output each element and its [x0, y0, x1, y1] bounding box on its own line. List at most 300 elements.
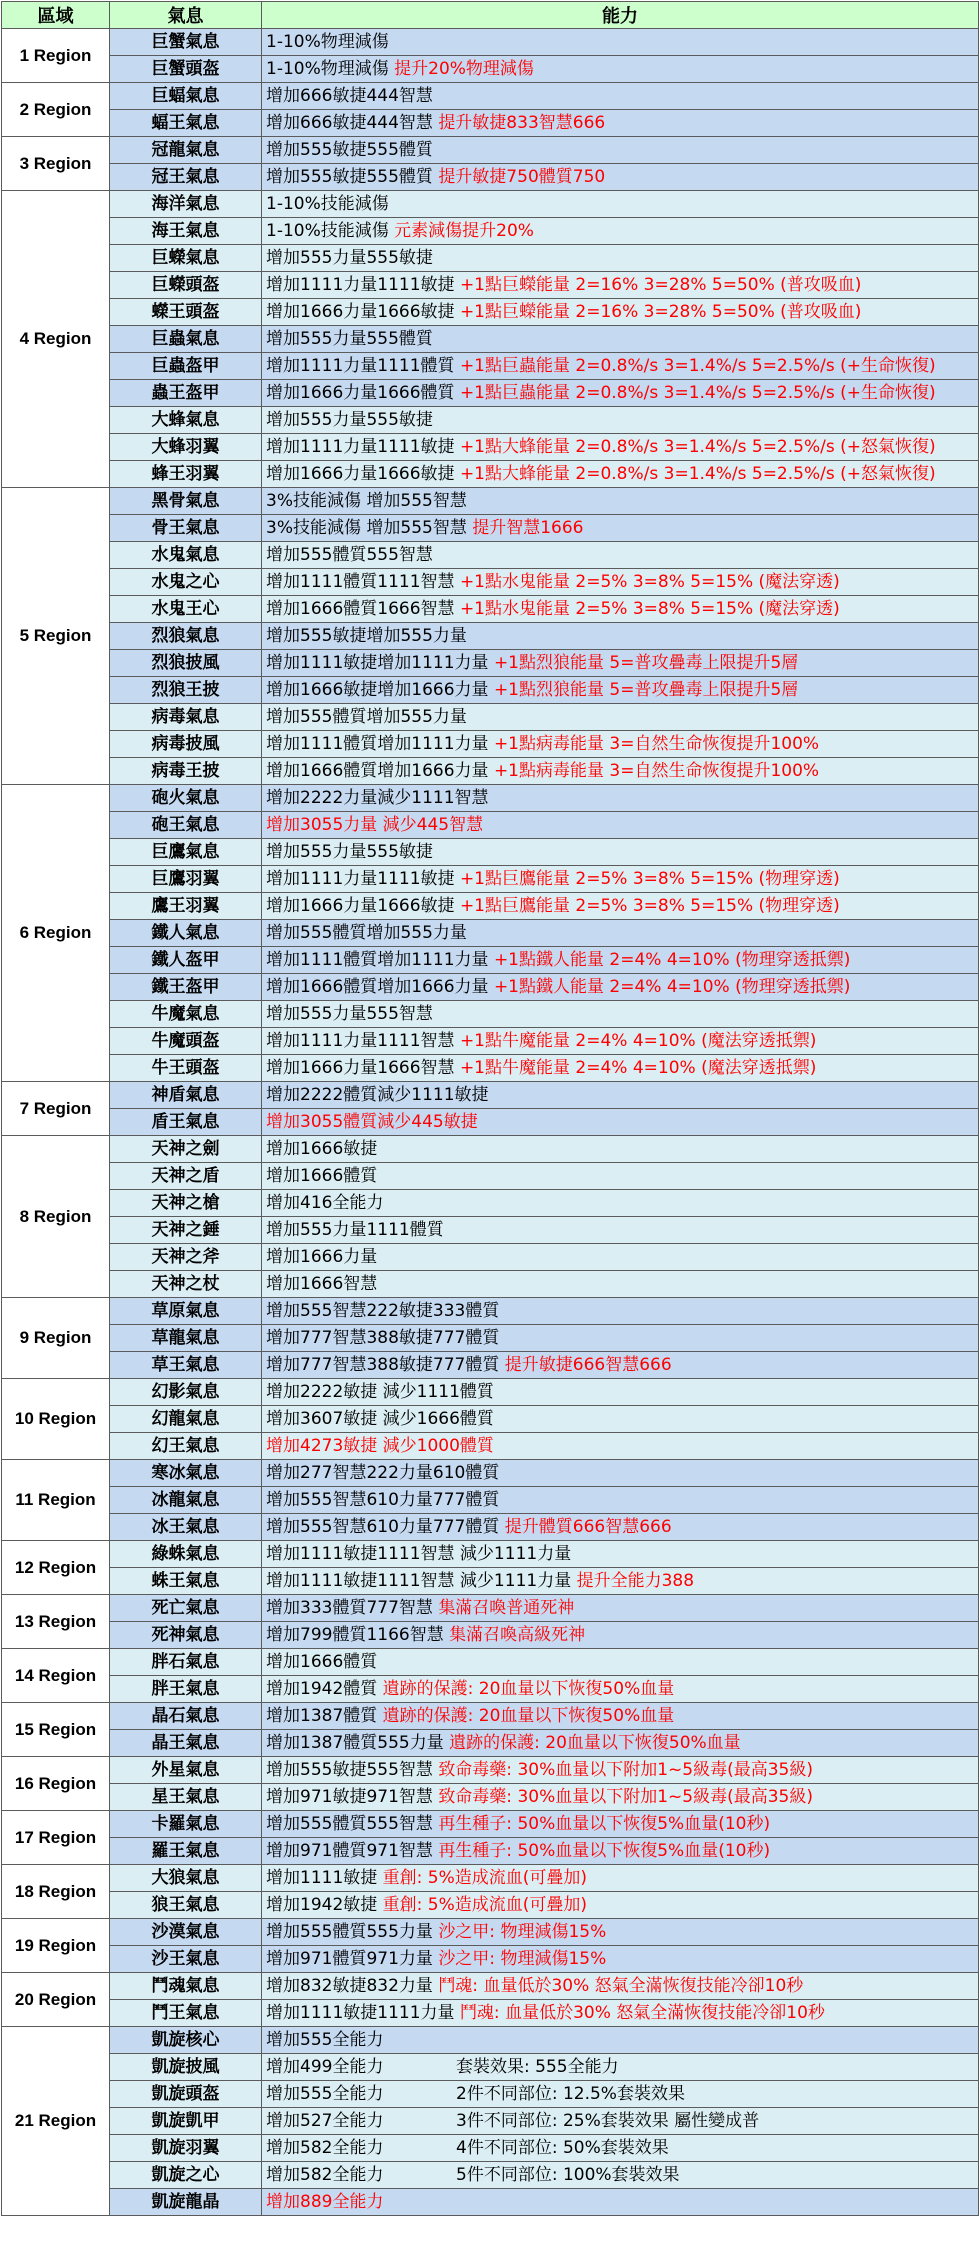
breath-name-cell: 黑骨氣息 [110, 488, 262, 515]
ability-text: 增加1666體質 [266, 1166, 378, 1186]
ability-cell [262, 110, 979, 137]
breath-name-cell: 天神之槍 [110, 1190, 262, 1217]
breath-name-cell: 鐵人盔甲 [110, 947, 262, 974]
ability-bonus-text: +1點水鬼能量 2=5% 3=8% 5=15% (魔法穿透) [459, 599, 840, 619]
breath-name-cell: 天神之盾 [110, 1163, 262, 1190]
breath-name-cell: 天神之錘 [110, 1217, 262, 1244]
ability-cell [262, 1703, 979, 1730]
ability-text: 3%技能減傷 增加555智慧 [266, 491, 467, 511]
ability-cell [262, 731, 979, 758]
ability-text: 增加832敏捷832力量 [266, 1976, 439, 1996]
ability-bonus-text: 提升敏捷833智慧666 [438, 113, 606, 133]
ability-text: 增加971體質971力量 [266, 1949, 439, 1969]
table-row [2, 1595, 979, 1622]
ability-cell [262, 1892, 979, 1919]
ability-bonus-text: 再生種子: 50%血量以下恢復5%血量(10秒) [438, 1841, 771, 1861]
ability-cell [262, 272, 979, 299]
ability-bonus-text: +1點烈狼能量 5=普攻疊毒上限提升5層 [493, 653, 799, 673]
table-row [2, 1136, 979, 1163]
breath-name-cell: 卡羅氣息 [110, 1811, 262, 1838]
ability-text: 增加555體質555智慧 [266, 545, 433, 565]
table-row [2, 191, 979, 218]
table-row [2, 569, 979, 596]
ability-cell [262, 56, 979, 83]
ability-cell [262, 1352, 979, 1379]
ability-text: 增加1111力量1111智慧 [266, 1031, 460, 1051]
breath-name-cell: 蟲王盔甲 [110, 380, 262, 407]
table-row [2, 1244, 979, 1271]
header-row [2, 2, 979, 29]
ability-text: 增加555力量555智慧 [266, 1004, 433, 1024]
ability-bonus-text: 致命毒藥: 30%血量以下附加1~5級毒(最高35級) [438, 1787, 814, 1807]
breath-name-cell: 凱旋之心 [110, 2162, 262, 2189]
ability-text: 增加1666力量1666敏捷 [266, 896, 460, 916]
breath-name-cell: 砲王氣息 [110, 812, 262, 839]
ability-cell [262, 785, 979, 812]
ability-bonus-text: 遺跡的保護: 20血量以下恢復50%血量 [382, 1706, 675, 1726]
ability-cell [262, 1919, 979, 1946]
ability-text: 增加777智慧388敏捷777體質 [266, 1355, 505, 1375]
breath-name-cell: 胖王氣息 [110, 1676, 262, 1703]
breath-name-cell: 死神氣息 [110, 1622, 262, 1649]
table-row [2, 1379, 979, 1406]
ability-cell [262, 1325, 979, 1352]
table-row [2, 731, 979, 758]
region-cell: 1 Region [2, 29, 110, 83]
ability-cell [262, 1109, 979, 1136]
ability-cell [262, 1460, 979, 1487]
region-cell: 12 Region [2, 1541, 110, 1595]
breath-name-cell: 大狼氣息 [110, 1865, 262, 1892]
region-cell: 14 Region [2, 1649, 110, 1703]
ability-cell [262, 2000, 979, 2027]
table-row [2, 596, 979, 623]
table-row [2, 623, 979, 650]
breath-name-cell: 草原氣息 [110, 1298, 262, 1325]
ability-text: 增加1666力量1666敏捷 [266, 464, 460, 484]
table-row [2, 650, 979, 677]
ability-cell [262, 1244, 979, 1271]
ability-cell [262, 866, 979, 893]
breath-name-cell: 巨蠑頭盔 [110, 272, 262, 299]
table-row [2, 677, 979, 704]
ability-text: 增加555智慧610力量777體質 [266, 1490, 500, 1510]
table-row [2, 2027, 979, 2054]
ability-text: 增加1111敏捷1111智慧 減少1111力量 [266, 1544, 572, 1564]
ability-bonus-text: +1點大蜂能量 2=0.8%/s 3=1.4%/s 5=2.5%/s (+怒氣恢復) [459, 464, 936, 484]
table-row [2, 1676, 979, 1703]
ability-bonus-text: 鬥魂: 血量低於30% 怒氣全滿恢復技能冷卻10秒 [438, 1976, 804, 1996]
breath-name-cell: 凱旋凱甲 [110, 2108, 262, 2135]
ability-bonus-text: 提升智慧1666 [472, 518, 584, 538]
ability-bonus-text: 增加4273敏捷 減少1000體質 [266, 1436, 494, 1456]
set-effect-text: 5件不同部位: 100%套裝效果 [456, 2165, 680, 2185]
ability-cell [262, 1487, 979, 1514]
ability-bonus-text: +1點巨蟲能量 2=0.8%/s 3=1.4%/s 5=2.5%/s (+生命恢復) [459, 383, 936, 403]
breath-name-cell: 晶石氣息 [110, 1703, 262, 1730]
ability-text: 增加1111體質增加1111力量 [266, 734, 494, 754]
ability-text: 增加777智慧388敏捷777體質 [266, 1328, 500, 1348]
ability-cell [262, 353, 979, 380]
breath-name-cell: 幻王氣息 [110, 1433, 262, 1460]
ability-bonus-text: 遺跡的保護: 20血量以下恢復50%血量 [449, 1733, 741, 1753]
breath-name-cell: 凱旋龍晶 [110, 2189, 262, 2216]
breath-name-cell: 鬥魂氣息 [110, 1973, 262, 2000]
ability-cell [262, 434, 979, 461]
ability-cell [262, 839, 979, 866]
ability-text: 增加555體質增加555力量 [266, 707, 467, 727]
ability-text: 增加555敏捷555智慧 [266, 1760, 439, 1780]
breath-name-cell: 巨蟲氣息 [110, 326, 262, 353]
ability-cell [262, 650, 979, 677]
ability-cell [262, 1433, 979, 1460]
ability-text: 增加555力量555體質 [266, 329, 433, 349]
table-row [2, 1352, 979, 1379]
breath-name-cell: 病毒王披 [110, 758, 262, 785]
table-row [2, 1568, 979, 1595]
ability-bonus-text: +1點病毒能量 3=自然生命恢復提升100% [493, 734, 820, 754]
table-row [2, 380, 979, 407]
ability-cell [262, 29, 979, 56]
breath-name-cell: 盾王氣息 [110, 1109, 262, 1136]
ability-text: 增加1387體質555力量 [266, 1733, 450, 1753]
table-row [2, 1433, 979, 1460]
ability-cell [262, 1514, 979, 1541]
table-row [2, 1217, 979, 1244]
breath-name-cell: 冠王氣息 [110, 164, 262, 191]
region-cell: 16 Region [2, 1757, 110, 1811]
ability-cell [262, 218, 979, 245]
ability-cell [262, 1136, 979, 1163]
region-cell: 13 Region [2, 1595, 110, 1649]
ability-text: 增加1111敏捷1111智慧 減少1111力量 [266, 1571, 577, 1591]
table-row [2, 758, 979, 785]
table-row [2, 974, 979, 1001]
breath-name-cell: 神盾氣息 [110, 1082, 262, 1109]
ability-cell [262, 461, 979, 488]
ability-bonus-text: 致命毒藥: 30%血量以下附加1~5級毒(最高35級) [438, 1760, 814, 1780]
table-row [2, 218, 979, 245]
table-row [2, 245, 979, 272]
ability-cell [262, 2162, 979, 2189]
ability-cell [262, 2081, 979, 2108]
breath-name-cell: 蝠王氣息 [110, 110, 262, 137]
breath-name-cell: 鐵人氣息 [110, 920, 262, 947]
table-row [2, 1622, 979, 1649]
ability-cell [262, 1568, 979, 1595]
header-ability: 能力 [262, 2, 979, 29]
table-row [2, 1649, 979, 1676]
ability-cell [262, 893, 979, 920]
ability-text: 增加333體質777智慧 [266, 1598, 439, 1618]
table-row [2, 2189, 979, 2216]
table-body [2, 29, 979, 2216]
breath-name-cell: 大蜂羽翼 [110, 434, 262, 461]
table-row [2, 1541, 979, 1568]
table-row [2, 2162, 979, 2189]
ability-cell [262, 623, 979, 650]
ability-cell [262, 1217, 979, 1244]
table-row [2, 1109, 979, 1136]
ability-cell [262, 380, 979, 407]
ability-text: 增加582全能力 [266, 2165, 384, 2185]
ability-bonus-text: 提升體質666智慧666 [504, 1517, 672, 1537]
ability-text: 增加1666力量 [266, 1247, 378, 1267]
ability-text: 增加666敏捷444智慧 [266, 86, 433, 106]
ability-bonus-text: 提升敏捷750體質750 [438, 167, 606, 187]
ability-bonus-text: 增加889全能力 [266, 2192, 384, 2212]
ability-bonus-text: +1點巨鷹能量 2=5% 3=8% 5=15% (物理穿透) [459, 869, 840, 889]
breath-name-cell: 胖石氣息 [110, 1649, 262, 1676]
ability-cell [262, 164, 979, 191]
set-effect-text: 4件不同部位: 50%套裝效果 [456, 2138, 669, 2158]
breath-name-cell: 外星氣息 [110, 1757, 262, 1784]
ability-cell [262, 407, 979, 434]
table-row [2, 353, 979, 380]
ability-text: 增加1111敏捷1111力量 [266, 2003, 460, 2023]
table-row [2, 1271, 979, 1298]
breath-name-cell: 巨蝠氣息 [110, 83, 262, 110]
table-row [2, 704, 979, 731]
breath-name-cell: 海洋氣息 [110, 191, 262, 218]
ability-bonus-text: +1點病毒能量 3=自然生命恢復提升100% [493, 761, 820, 781]
ability-bonus-text: 集滿召喚普通死神 [438, 1598, 575, 1618]
breath-name-cell: 綠蛛氣息 [110, 1541, 262, 1568]
table-row [2, 1460, 979, 1487]
breath-name-cell: 巨鷹氣息 [110, 839, 262, 866]
ability-bonus-text: 提升20%物理減傷 [394, 59, 534, 79]
ability-cell [262, 1649, 979, 1676]
table-row [2, 542, 979, 569]
region-cell: 6 Region [2, 785, 110, 1082]
ability-text: 增加1111力量1111體質 [266, 356, 460, 376]
table-row [2, 110, 979, 137]
breath-name-cell: 沙漠氣息 [110, 1919, 262, 1946]
ability-bonus-text: 沙之甲: 物理減傷15% [438, 1949, 607, 1969]
table-row [2, 1082, 979, 1109]
ability-text: 增加1666體質 [266, 1652, 378, 1672]
table-row [2, 83, 979, 110]
ability-text: 增加1666敏捷增加1666力量 [266, 680, 494, 700]
ability-bonus-text: 遺跡的保護: 20血量以下恢復50%血量 [382, 1679, 675, 1699]
table-row [2, 461, 979, 488]
ability-cell [262, 1406, 979, 1433]
breath-name-cell: 星王氣息 [110, 1784, 262, 1811]
table-row [2, 1163, 979, 1190]
table-row [2, 326, 979, 353]
ability-text: 增加1111力量1111敏捷 [266, 437, 460, 457]
breath-name-cell: 冰王氣息 [110, 1514, 262, 1541]
ability-text: 增加1666體質增加1666力量 [266, 977, 494, 997]
region-cell: 4 Region [2, 191, 110, 488]
breath-name-cell: 巨蟹頭盔 [110, 56, 262, 83]
breath-name-cell: 水鬼氣息 [110, 542, 262, 569]
region-cell: 17 Region [2, 1811, 110, 1865]
ability-text: 增加1111敏捷增加1111力量 [266, 653, 494, 673]
ability-cell [262, 920, 979, 947]
ability-cell [262, 1082, 979, 1109]
ability-text: 增加555全能力 [266, 2084, 384, 2104]
ability-text: 增加499全能力 [266, 2057, 384, 2077]
breath-name-cell: 烈狼氣息 [110, 623, 262, 650]
region-cell: 8 Region [2, 1136, 110, 1298]
ability-text: 增加416全能力 [266, 1193, 384, 1213]
header-breath: 氣息 [110, 2, 262, 29]
table-row [2, 137, 979, 164]
ability-cell [262, 542, 979, 569]
table-row [2, 272, 979, 299]
ability-cell [262, 758, 979, 785]
ability-cell [262, 1163, 979, 1190]
ability-text: 增加527全能力 [266, 2111, 384, 2131]
ability-bonus-text: 集滿召喚高級死神 [449, 1625, 586, 1645]
breath-name-cell: 冠龍氣息 [110, 137, 262, 164]
region-cell: 7 Region [2, 1082, 110, 1136]
ability-bonus-text: +1點巨蠑能量 2=16% 3=28% 5=50% (普攻吸血) [459, 275, 862, 295]
breath-name-cell: 鬥王氣息 [110, 2000, 262, 2027]
ability-cell [262, 1298, 979, 1325]
table-row [2, 2135, 979, 2162]
ability-text: 1-10%物理減傷 [266, 32, 389, 52]
header-region: 區域 [2, 2, 110, 29]
table-row [2, 2054, 979, 2081]
ability-text: 增加555力量1111體質 [266, 1220, 444, 1240]
breath-name-cell: 冰龍氣息 [110, 1487, 262, 1514]
breath-name-cell: 幻影氣息 [110, 1379, 262, 1406]
ability-text: 增加555力量555敏捷 [266, 842, 433, 862]
table-row [2, 1298, 979, 1325]
region-cell: 15 Region [2, 1703, 110, 1757]
ability-text: 增加1666力量1666體質 [266, 383, 460, 403]
ability-cell [262, 1865, 979, 1892]
breath-name-cell: 巨蠑氣息 [110, 245, 262, 272]
table-row [2, 1406, 979, 1433]
breath-name-cell: 病毒披風 [110, 731, 262, 758]
ability-cell [262, 2027, 979, 2054]
ability-cell [262, 1811, 979, 1838]
breath-name-cell: 牛魔氣息 [110, 1001, 262, 1028]
ability-text: 增加799體質1166智慧 [266, 1625, 450, 1645]
ability-text: 增加555力量555敏捷 [266, 248, 433, 268]
breath-name-cell: 大蜂氣息 [110, 407, 262, 434]
ability-text: 增加555敏捷555體質 [266, 167, 439, 187]
ability-text: 增加1111體質增加1111力量 [266, 950, 494, 970]
ability-cell [262, 1190, 979, 1217]
ability-text: 增加666敏捷444智慧 [266, 113, 439, 133]
table-row [2, 947, 979, 974]
table-row [2, 1919, 979, 1946]
ability-text: 增加2222敏捷 減少1111體質 [266, 1382, 494, 1402]
ability-bonus-text: 元素減傷提升20% [394, 221, 534, 241]
ability-bonus-text: +1點牛魔能量 2=4% 4=10% (魔法穿透抵禦) [459, 1031, 817, 1051]
region-cell: 11 Region [2, 1460, 110, 1541]
table-row [2, 866, 979, 893]
ability-bonus-text: +1點水鬼能量 2=5% 3=8% 5=15% (魔法穿透) [459, 572, 840, 592]
ability-cell [262, 596, 979, 623]
ability-cell [262, 515, 979, 542]
table-row [2, 812, 979, 839]
ability-cell [262, 1784, 979, 1811]
ability-cell [262, 947, 979, 974]
breath-name-cell: 巨蟲盔甲 [110, 353, 262, 380]
breath-name-cell: 巨蟹氣息 [110, 29, 262, 56]
region-cell: 10 Region [2, 1379, 110, 1460]
ability-bonus-text: +1點大蜂能量 2=0.8%/s 3=1.4%/s 5=2.5%/s (+怒氣恢復) [459, 437, 936, 457]
ability-bonus-text: +1點鐵人能量 2=4% 4=10% (物理穿透抵禦) [493, 950, 851, 970]
ability-text: 增加1387體質 [266, 1706, 383, 1726]
ability-text: 1-10%技能減傷 [266, 194, 389, 214]
breath-name-cell: 幻龍氣息 [110, 1406, 262, 1433]
breath-name-cell: 沙王氣息 [110, 1946, 262, 1973]
table-row [2, 1055, 979, 1082]
table-row [2, 1028, 979, 1055]
breath-name-cell: 蠑王頭盔 [110, 299, 262, 326]
ability-text: 增加555全能力 [266, 2030, 384, 2050]
table-row [2, 2081, 979, 2108]
ability-bonus-text: 提升全能力388 [576, 1571, 695, 1591]
ability-bonus-text: 重創: 5%造成流血(可疊加) [382, 1895, 588, 1915]
breath-name-cell: 蛛王氣息 [110, 1568, 262, 1595]
breath-name-cell: 蜂王羽翼 [110, 461, 262, 488]
table-row [2, 839, 979, 866]
table-row [2, 29, 979, 56]
ability-text: 增加277智慧222力量610體質 [266, 1463, 500, 1483]
ability-text: 增加1111敏捷 [266, 1868, 383, 1888]
table-row [2, 299, 979, 326]
ability-cell [262, 704, 979, 731]
ability-cell [262, 569, 979, 596]
table-row [2, 1838, 979, 1865]
ability-text: 增加555力量555敏捷 [266, 410, 433, 430]
table-row [2, 785, 979, 812]
ability-cell [262, 1973, 979, 2000]
ability-cell [262, 1001, 979, 1028]
ability-text: 增加1666力量1666智慧 [266, 1058, 460, 1078]
breath-name-cell: 寒冰氣息 [110, 1460, 262, 1487]
ability-cell [262, 1730, 979, 1757]
ability-text: 增加555智慧222敏捷333體質 [266, 1301, 500, 1321]
ability-bonus-text: +1點巨鷹能量 2=5% 3=8% 5=15% (物理穿透) [459, 896, 840, 916]
breath-name-cell: 烈狼王披 [110, 677, 262, 704]
ability-text: 增加582全能力 [266, 2138, 384, 2158]
region-cell: 21 Region [2, 2027, 110, 2216]
ability-cell [262, 137, 979, 164]
ability-cell [262, 1838, 979, 1865]
breath-name-cell: 羅王氣息 [110, 1838, 262, 1865]
ability-bonus-text: +1點巨蠑能量 2=16% 3=28% 5=50% (普攻吸血) [459, 302, 862, 322]
ability-bonus-text: 增加3055力量 減少445智慧 [266, 815, 484, 835]
breath-name-cell: 天神之杖 [110, 1271, 262, 1298]
breath-name-cell: 水鬼之心 [110, 569, 262, 596]
breath-name-cell: 草王氣息 [110, 1352, 262, 1379]
ability-bonus-text: 鬥魂: 血量低於30% 怒氣全滿恢復技能冷卻10秒 [459, 2003, 825, 2023]
table-row [2, 1865, 979, 1892]
breath-name-cell: 天神之斧 [110, 1244, 262, 1271]
breath-name-cell: 病毒氣息 [110, 704, 262, 731]
table-row [2, 893, 979, 920]
region-cell: 19 Region [2, 1919, 110, 1973]
ability-cell [262, 1541, 979, 1568]
region-cell: 18 Region [2, 1865, 110, 1919]
table-row [2, 1784, 979, 1811]
breath-name-cell: 草龍氣息 [110, 1325, 262, 1352]
ability-cell [262, 245, 979, 272]
ability-text: 增加555智慧610力量777體質 [266, 1517, 505, 1537]
ability-text: 增加1111力量1111敏捷 [266, 869, 460, 889]
ability-cell [262, 1757, 979, 1784]
ability-text: 1-10%技能減傷 [266, 221, 395, 241]
breath-name-cell: 凱旋頭盔 [110, 2081, 262, 2108]
